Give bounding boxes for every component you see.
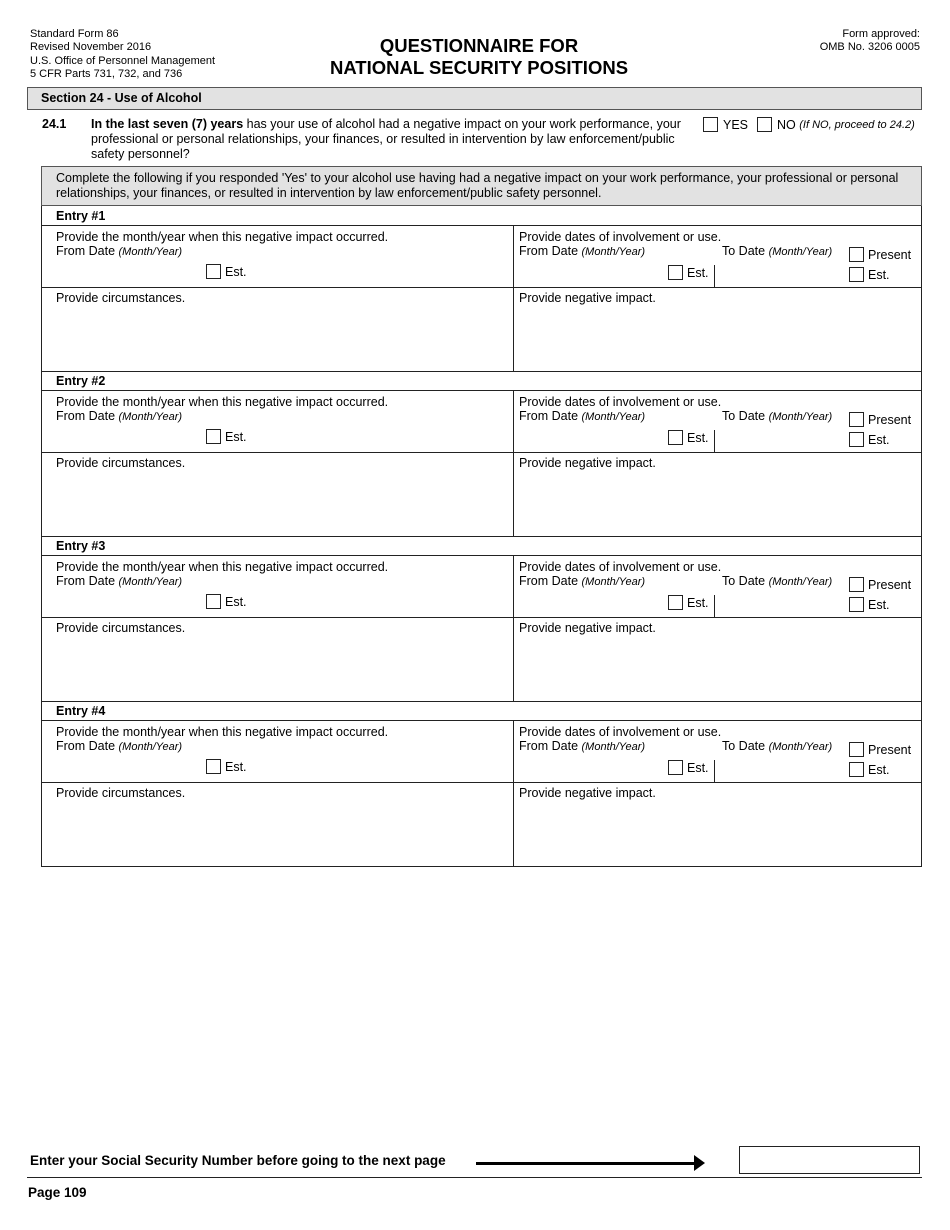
section-header: Section 24 - Use of Alcohol	[27, 87, 922, 110]
question-number: 24.1	[42, 117, 67, 131]
present-label: Present	[868, 577, 912, 592]
negative-impact-label: Provide negative impact.	[519, 786, 656, 800]
involvement-dates-label: Provide dates of involvement or use.	[519, 230, 722, 244]
negative-impact-label: Provide negative impact.	[519, 621, 656, 635]
present-option[interactable]	[849, 742, 911, 757]
present-checkbox[interactable]	[849, 247, 864, 262]
to-date-field-divider	[714, 265, 715, 287]
est-label: Est.	[687, 430, 709, 445]
impact-est-checkbox[interactable]	[206, 264, 221, 279]
from-est-option[interactable]	[668, 595, 709, 610]
involvement-from-date-label	[519, 409, 645, 424]
omb-number: OMB No. 3206 0005	[819, 41, 920, 54]
involvement-to-date-label	[722, 574, 832, 589]
impact-date-label: Provide the month/year when this negative impact occurred.	[56, 725, 389, 739]
row-divider	[42, 617, 921, 618]
page-title	[0, 35, 950, 79]
ssn-prompt: Enter your Social Security Number before going to the next page	[30, 1153, 446, 1168]
impact-date-label: Provide the month/year when this negative impact occurred.	[56, 560, 389, 574]
question-text	[91, 117, 691, 162]
negative-impact-label: Provide negative impact.	[519, 291, 656, 305]
month-year-hint: (Month/Year)	[581, 741, 646, 753]
title-line-1: QUESTIONNAIRE FOR	[379, 35, 579, 56]
est-label: Est.	[687, 595, 709, 610]
present-label: Present	[868, 247, 912, 262]
est-label: Est.	[868, 267, 890, 282]
entry-block	[41, 701, 922, 867]
from-date-text: From Date	[56, 574, 119, 588]
from-est-checkbox[interactable]	[668, 265, 683, 280]
question-bold-text: In the last seven (7) years	[91, 117, 244, 131]
arrow-icon-shaft	[476, 1162, 696, 1165]
entry-title: Entry #1	[42, 206, 921, 226]
month-year-hint: (Month/Year)	[768, 411, 833, 423]
est-label: Est.	[868, 597, 890, 612]
month-year-hint: (Month/Year)	[581, 411, 646, 423]
entry-block	[41, 371, 922, 537]
month-year-hint: (Month/Year)	[768, 246, 833, 258]
impact-est-option[interactable]	[206, 759, 247, 774]
question-body-text: has your use of alcohol had a negative impact on your work performance, your professional or personal relationships, your finances, or resulted in intervention by law enforcement/public safety personnel?	[91, 117, 681, 161]
month-year-hint: (Month/Year)	[118, 246, 183, 258]
column-divider	[513, 226, 514, 371]
cfr-reference: 5 CFR Parts 731, 732, and 736	[30, 67, 183, 80]
ssn-input[interactable]	[739, 1146, 920, 1174]
yes-option[interactable]	[703, 117, 748, 132]
row-divider	[42, 782, 921, 783]
to-est-option[interactable]	[849, 762, 890, 777]
impact-from-date-label	[56, 244, 182, 259]
est-label: Est.	[687, 760, 709, 775]
from-est-checkbox[interactable]	[668, 595, 683, 610]
circumstances-label: Provide circumstances.	[56, 456, 186, 470]
est-label: Est.	[225, 759, 247, 774]
to-est-option[interactable]	[849, 267, 890, 282]
month-year-hint: (Month/Year)	[118, 411, 183, 423]
month-year-hint: (Month/Year)	[768, 576, 833, 588]
from-est-option[interactable]	[668, 265, 709, 280]
circumstances-label: Provide circumstances.	[56, 291, 186, 305]
involvement-dates-label: Provide dates of involvement or use.	[519, 560, 722, 574]
impact-from-date-label	[56, 409, 182, 424]
involvement-from-date-label	[519, 574, 645, 589]
title-line-2: NATIONAL SECURITY POSITIONS	[329, 57, 629, 78]
to-est-checkbox[interactable]	[849, 762, 864, 777]
to-date-text: To Date	[722, 244, 769, 258]
to-date-field-divider	[714, 430, 715, 452]
impact-est-checkbox[interactable]	[206, 429, 221, 444]
involvement-dates-label: Provide dates of involvement or use.	[519, 395, 722, 409]
column-divider	[513, 556, 514, 701]
to-est-checkbox[interactable]	[849, 597, 864, 612]
involvement-to-date-label	[722, 739, 832, 754]
negative-impact-label: Provide negative impact.	[519, 456, 656, 470]
from-est-checkbox[interactable]	[668, 430, 683, 445]
involvement-from-date-label	[519, 739, 645, 754]
instructions-box: Complete the following if you responded 'Yes' to your alcohol use having had a negative impact on your work performance, your professional or personal relationships, your finances, or resulted in intervention by law enforcement/public safety personnel.	[41, 166, 922, 206]
column-divider	[513, 721, 514, 866]
form-approved-label: Form approved:	[842, 28, 920, 40]
to-date-text: To Date	[722, 409, 769, 423]
present-checkbox[interactable]	[849, 412, 864, 427]
impact-est-option[interactable]	[206, 429, 247, 444]
no-note: (If NO, proceed to 24.2)	[799, 118, 915, 131]
entry-title: Entry #3	[42, 536, 921, 556]
from-est-checkbox[interactable]	[668, 760, 683, 775]
to-date-field-divider	[714, 595, 715, 617]
from-date-text: From Date	[519, 574, 582, 588]
from-date-text: From Date	[56, 244, 119, 258]
est-label: Est.	[225, 264, 247, 279]
entry-block	[41, 206, 922, 372]
month-year-hint: (Month/Year)	[581, 576, 646, 588]
row-divider	[42, 452, 921, 453]
entry-block	[41, 536, 922, 702]
month-year-hint: (Month/Year)	[118, 576, 183, 588]
footer-divider	[27, 1177, 922, 1178]
no-option[interactable]	[757, 117, 915, 132]
est-label: Est.	[225, 594, 247, 609]
impact-est-checkbox[interactable]	[206, 759, 221, 774]
no-label: NO	[777, 117, 796, 132]
impact-est-option[interactable]	[206, 594, 247, 609]
present-checkbox[interactable]	[849, 742, 864, 757]
form-approval	[820, 28, 920, 55]
from-date-text: From Date	[519, 244, 582, 258]
to-est-checkbox[interactable]	[849, 267, 864, 282]
impact-est-checkbox[interactable]	[206, 594, 221, 609]
yes-label: YES	[723, 117, 749, 132]
circumstances-label: Provide circumstances.	[56, 621, 186, 635]
entry-title: Entry #4	[42, 701, 921, 721]
est-label: Est.	[225, 429, 247, 444]
entry-title: Entry #2	[42, 371, 921, 391]
involvement-to-date-label	[722, 409, 832, 424]
to-est-option[interactable]	[849, 432, 890, 447]
to-date-text: To Date	[722, 574, 769, 588]
est-label: Est.	[868, 762, 890, 777]
page-number: Page 109	[28, 1185, 87, 1200]
from-date-text: From Date	[519, 739, 582, 753]
arrow-right-icon	[694, 1155, 705, 1171]
from-date-text: From Date	[56, 739, 119, 753]
impact-from-date-label	[56, 574, 182, 589]
present-label: Present	[868, 412, 912, 427]
to-est-checkbox[interactable]	[849, 432, 864, 447]
to-date-field-divider	[714, 760, 715, 782]
from-est-option[interactable]	[668, 430, 709, 445]
to-date-text: To Date	[722, 739, 769, 753]
present-label: Present	[868, 742, 912, 757]
involvement-from-date-label	[519, 244, 645, 259]
column-divider	[513, 391, 514, 536]
est-label: Est.	[687, 265, 709, 280]
from-date-text: From Date	[56, 409, 119, 423]
impact-date-label: Provide the month/year when this negative impact occurred.	[56, 230, 389, 244]
to-est-option[interactable]	[849, 597, 890, 612]
agency-name: U.S. Office of Personnel Management	[30, 54, 216, 67]
impact-from-date-label	[56, 739, 182, 754]
yes-checkbox[interactable]	[703, 117, 718, 132]
revision-date: Revised November 2016	[30, 41, 152, 54]
present-option[interactable]	[849, 247, 911, 262]
row-divider	[42, 287, 921, 288]
no-checkbox[interactable]	[757, 117, 772, 132]
month-year-hint: (Month/Year)	[768, 741, 833, 753]
est-label: Est.	[868, 432, 890, 447]
month-year-hint: (Month/Year)	[118, 741, 183, 753]
from-date-text: From Date	[519, 409, 582, 423]
involvement-dates-label: Provide dates of involvement or use.	[519, 725, 722, 739]
month-year-hint: (Month/Year)	[581, 246, 646, 258]
present-option[interactable]	[849, 577, 911, 592]
impact-date-label: Provide the month/year when this negative impact occurred.	[56, 395, 389, 409]
circumstances-label: Provide circumstances.	[56, 786, 186, 800]
from-est-option[interactable]	[668, 760, 709, 775]
present-option[interactable]	[849, 412, 911, 427]
impact-est-option[interactable]	[206, 264, 247, 279]
form-number: Standard Form 86	[30, 28, 119, 40]
involvement-to-date-label	[722, 244, 832, 259]
present-checkbox[interactable]	[849, 577, 864, 592]
